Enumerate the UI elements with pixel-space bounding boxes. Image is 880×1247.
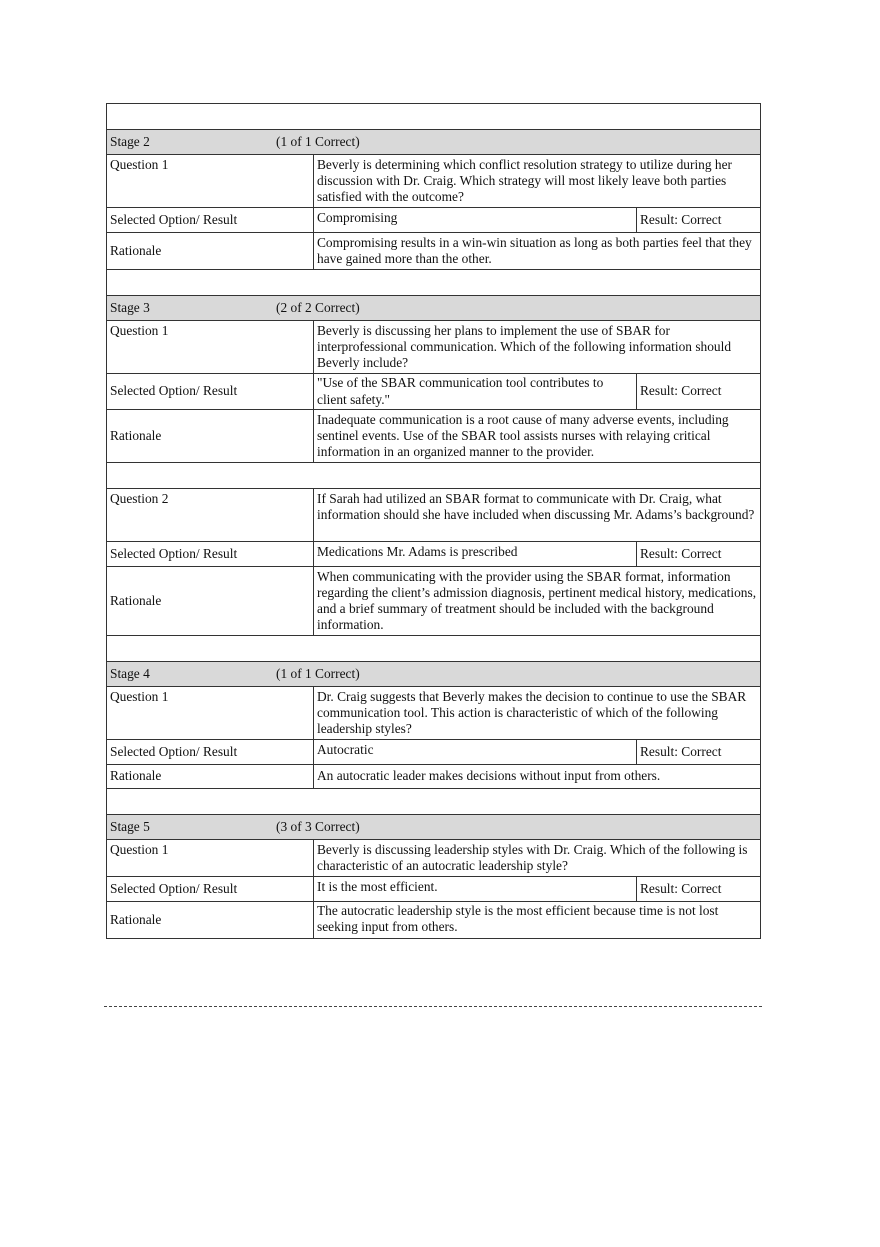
question-label: Question 1 — [107, 840, 314, 877]
stage-name: Stage 4 — [110, 665, 150, 681]
rationale-row — [107, 567, 761, 636]
blank-cell — [107, 104, 761, 130]
stage-name: Stage 3 — [110, 299, 150, 315]
stage-score: (3 of 3 Correct) — [276, 818, 360, 834]
selected-row — [107, 374, 761, 410]
question-row — [107, 840, 761, 877]
stage-header-row — [107, 130, 761, 155]
question-text-cell — [314, 687, 761, 740]
question-text: Beverly is discussing her plans to implement the use of SBAR for interprofessional communication. Which of the following information should Beverly include? — [317, 323, 732, 371]
selected-label: Selected Option/ Result — [107, 374, 314, 410]
stage-score: (2 of 2 Correct) — [276, 299, 360, 315]
selected-label: Selected Option/ Result — [107, 877, 314, 902]
stage-header — [107, 662, 761, 687]
results-table — [106, 103, 761, 939]
question-text-cell — [314, 840, 761, 877]
rationale-label: Rationale — [107, 765, 314, 789]
blank-cell — [107, 789, 761, 815]
question-row — [107, 321, 761, 374]
question-row — [107, 687, 761, 740]
stage-header-row — [107, 662, 761, 687]
selected-option: Medications Mr. Adams is prescribed — [314, 542, 637, 567]
question-label: Question 2 — [107, 489, 314, 542]
question-text-cell — [314, 321, 761, 374]
question-text: Beverly is determining which conflict resolution strategy to utilize during her discussion with Dr. Craig. Which strategy will most likely leave both parties satisfied with the outcome? — [317, 157, 733, 205]
dashed-separator — [104, 1006, 762, 1007]
result-status: Result: Correct — [637, 374, 761, 410]
stage-score: (1 of 1 Correct) — [276, 665, 360, 681]
result-status: Result: Correct — [637, 542, 761, 567]
blank-row — [107, 789, 761, 815]
selected-row — [107, 542, 761, 567]
blank-row — [107, 463, 761, 489]
stage-header — [107, 296, 761, 321]
question-row — [107, 155, 761, 208]
question-row — [107, 489, 761, 542]
rationale-label: Rationale — [107, 410, 314, 463]
selected-option: Compromising — [314, 208, 637, 233]
selected-row — [107, 208, 761, 233]
selected-row — [107, 877, 761, 902]
selected-label: Selected Option/ Result — [107, 542, 314, 567]
rationale-text: When communicating with the provider using the SBAR format, information regarding the client’s admission diagnosis, pertinent medical history, medications, and a brief summary of treatment should be included with the background information. — [314, 567, 761, 636]
question-label: Question 1 — [107, 687, 314, 740]
question-text: If Sarah had utilized an SBAR format to communicate with Dr. Craig, what information should she have included when discussing Mr. Adams’s background? — [317, 491, 755, 523]
rationale-text: The autocratic leadership style is the most efficient because time is not lost seeking input from others. — [317, 903, 719, 935]
stage-header-row — [107, 296, 761, 321]
selected-label: Selected Option/ Result — [107, 208, 314, 233]
stage-score: (1 of 1 Correct) — [276, 133, 360, 149]
rationale-row — [107, 765, 761, 789]
stage-header — [107, 815, 761, 840]
result-status: Result: Correct — [637, 740, 761, 765]
question-text: Beverly is discussing leadership styles with Dr. Craig. Which of the following is characteristic of an autocratic leadership style? — [317, 842, 748, 874]
selected-row — [107, 740, 761, 765]
blank-cell — [107, 636, 761, 662]
rationale-text: Inadequate communication is a root cause of many adverse events, including sentinel events. Use of the SBAR tool assists nurses with relaying critical information in an organized manner to the provider. — [314, 410, 761, 463]
rationale-text: Compromising results in a win-win situation as long as both parties feel that they have gained more than the other. — [314, 233, 761, 270]
rationale-label: Rationale — [107, 567, 314, 636]
selected-option: Autocratic — [314, 740, 637, 765]
rationale-text: An autocratic leader makes decisions without input from others. — [314, 765, 761, 789]
stage-name: Stage 2 — [110, 133, 150, 149]
rationale-text-cell — [314, 902, 761, 939]
stage-header-row — [107, 815, 761, 840]
question-label: Question 1 — [107, 155, 314, 208]
rationale-row — [107, 233, 761, 270]
blank-cell — [107, 463, 761, 489]
question-text-cell — [314, 155, 761, 208]
question-text: Dr. Craig suggests that Beverly makes the decision to continue to use the SBAR communication tool. This action is characteristic of which of the following leadership styles? — [317, 689, 747, 737]
rationale-label: Rationale — [107, 233, 314, 270]
blank-cell — [107, 270, 761, 296]
stage-name: Stage 5 — [110, 818, 150, 834]
rationale-label: Rationale — [107, 902, 314, 939]
rationale-row — [107, 902, 761, 939]
result-status: Result: Correct — [637, 877, 761, 902]
results-sheet — [106, 103, 760, 939]
stage-header — [107, 130, 761, 155]
selected-option: It is the most efficient. — [314, 877, 637, 902]
blank-row — [107, 270, 761, 296]
selected-option: "Use of the SBAR communication tool contributes to client safety." — [314, 374, 637, 410]
rationale-row — [107, 410, 761, 463]
question-label: Question 1 — [107, 321, 314, 374]
selected-label: Selected Option/ Result — [107, 740, 314, 765]
blank-row — [107, 104, 761, 130]
blank-row — [107, 636, 761, 662]
question-text-cell — [314, 489, 761, 542]
result-status: Result: Correct — [637, 208, 761, 233]
